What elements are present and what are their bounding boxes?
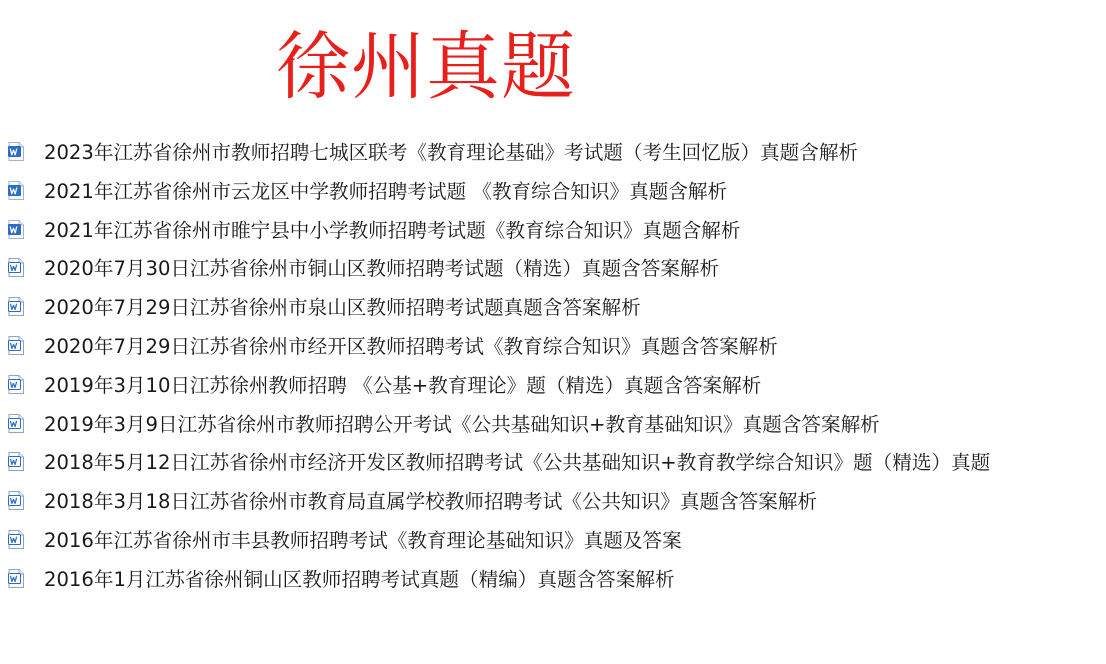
- file-name: 2019年3月9日江苏省徐州市教师招聘公开考试《公共基础知识+教育基础知识》真题含答案解析: [44, 412, 880, 436]
- word-doc-icon: [8, 375, 24, 394]
- file-item[interactable]: [0, 483, 1106, 522]
- file-name: 2021年江苏省徐州市云龙区中学教师招聘考试题 《教育综合知识》真题含解析: [44, 179, 728, 203]
- file-name: 2016年1月江苏省徐州铜山区教师招聘考试真题（精编）真题含答案解析: [44, 567, 675, 591]
- file-name: 2019年3月10日江苏徐州教师招聘 《公基+教育理论》题（精选）真题含答案解析: [44, 373, 762, 397]
- file-name: 2021年江苏省徐州市睢宁县中小学教师招聘考试题《教育综合知识》真题含解析: [44, 218, 741, 242]
- word-doc-icon: [8, 452, 24, 471]
- file-name: 2020年7月30日江苏省徐州市铜山区教师招聘考试题（精选）真题含答案解析: [44, 257, 720, 281]
- file-item[interactable]: [0, 173, 1106, 212]
- file-item[interactable]: [0, 561, 1106, 600]
- file-item[interactable]: [0, 406, 1106, 445]
- file-item[interactable]: [0, 444, 1106, 483]
- page-title: 徐州真题: [276, 24, 576, 110]
- file-item[interactable]: [0, 289, 1106, 328]
- word-doc-icon: [8, 142, 24, 161]
- word-doc-icon: [8, 530, 24, 549]
- word-doc-icon: [8, 414, 24, 433]
- file-list: [0, 134, 1106, 600]
- file-item[interactable]: [0, 367, 1106, 406]
- file-item[interactable]: [0, 134, 1106, 173]
- word-doc-icon: [8, 258, 24, 277]
- word-doc-icon: [8, 491, 24, 510]
- word-doc-icon: [8, 336, 24, 355]
- word-doc-icon: [8, 181, 24, 200]
- word-doc-icon: [8, 297, 24, 316]
- file-item[interactable]: [0, 212, 1106, 251]
- word-doc-icon: [8, 220, 24, 239]
- file-name: 2023年江苏省徐州市教师招聘七城区联考《教育理论基础》考试题（考生回忆版）真题含解析: [44, 141, 859, 164]
- file-name: 2018年5月12日江苏省徐州市经济开发区教师招聘考试《公共基础知识+教育教学综合知识》题（精选）真题: [44, 451, 991, 475]
- file-name: 2018年3月18日江苏省徐州市教育局直属学校教师招聘考试《公共知识》真题含答案解析: [44, 490, 818, 514]
- file-name: 2020年7月29日江苏省徐州市泉山区教师招聘考试题真题含答案解析: [44, 296, 641, 320]
- file-name: 2016年江苏省徐州市丰县教师招聘考试《教育理论基础知识》真题及答案: [44, 528, 682, 552]
- file-item[interactable]: [0, 522, 1106, 561]
- file-item[interactable]: [0, 328, 1106, 367]
- file-item[interactable]: [0, 250, 1106, 289]
- word-doc-icon: [8, 569, 24, 588]
- file-name: 2020年7月29日江苏省徐州市经开区教师招聘考试《教育综合知识》真题含答案解析: [44, 334, 778, 358]
